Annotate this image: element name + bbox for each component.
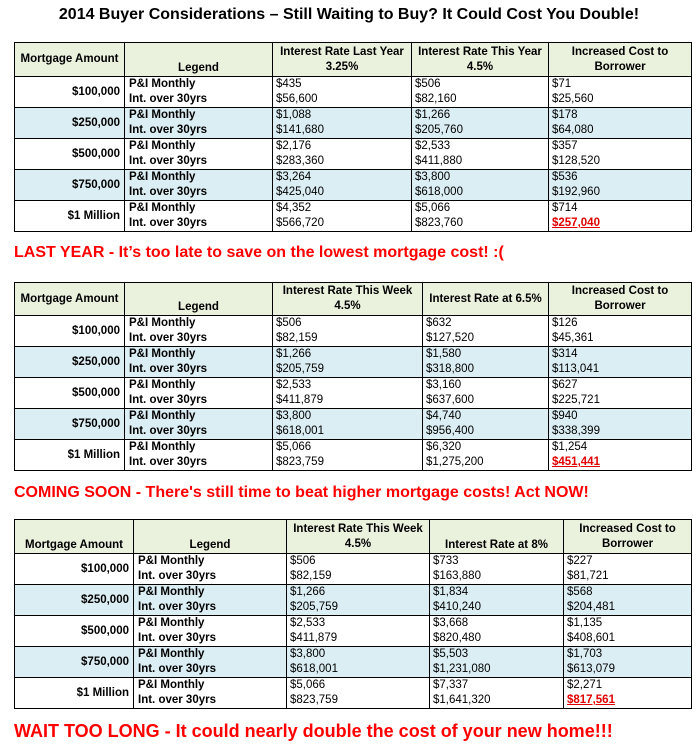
header-rate-b: Interest Rate at 8%: [430, 520, 564, 554]
legend-cell: P&I Monthly Int. over 30yrs: [125, 347, 273, 378]
amount-cell: $500,000: [15, 616, 134, 647]
rate-a-cell: $1,266 $205,759: [287, 585, 430, 616]
legend-cell: P&I Monthly Int. over 30yrs: [125, 440, 273, 471]
header-rate-a: Interest Rate Last Year 3.25%: [273, 43, 412, 77]
legend-cell: P&I Monthly Int. over 30yrs: [134, 585, 287, 616]
legend-cell: P&I Monthly Int. over 30yrs: [125, 108, 273, 139]
rate-a-cell: $3,800 $618,001: [273, 409, 423, 440]
amount-cell: $1 Million: [15, 678, 134, 709]
rate-b-cell: $3,160 $637,600: [423, 378, 549, 409]
rate-b-cell: $1,580 $318,800: [423, 347, 549, 378]
rate-b-cell: $2,533 $411,880: [412, 139, 549, 170]
rate-b-cell: $506 $82,160: [412, 77, 549, 108]
amount-cell: $750,000: [15, 170, 125, 201]
increase-cell: $627 $225,721: [549, 378, 692, 409]
increase-cell: $1,703 $613,079: [564, 647, 692, 678]
coming-soon-message: COMING SOON - There's still time to beat higher mortgage costs! Act NOW!: [14, 484, 589, 501]
legend-cell: P&I Monthly Int. over 30yrs: [134, 616, 287, 647]
table-row: [15, 678, 692, 709]
legend-cell: P&I Monthly Int. over 30yrs: [125, 77, 273, 108]
rate-a-cell: $2,533 $411,879: [273, 378, 423, 409]
legend-cell: P&I Monthly Int. over 30yrs: [125, 409, 273, 440]
amount-cell: $500,000: [15, 378, 125, 409]
page-title: 2014 Buyer Considerations – Still Waiting to Buy? It Could Cost You Double!: [58, 6, 640, 23]
rate-a-cell: $5,066 $823,759: [287, 678, 430, 709]
table-row: [15, 139, 692, 170]
table-row: [15, 440, 692, 471]
header-increased-cost: Increased Cost to Borrower: [549, 43, 692, 77]
rate-a-cell: $506 $82,159: [287, 554, 430, 585]
amount-cell: $1 Million: [15, 440, 125, 471]
amount-cell: $250,000: [15, 347, 125, 378]
rate-b-cell: $3,668 $820,480: [430, 616, 564, 647]
amount-cell: $750,000: [15, 647, 134, 678]
legend-cell: P&I Monthly Int. over 30yrs: [134, 647, 287, 678]
rate-b-cell: $1,834 $410,240: [430, 585, 564, 616]
increase-cell: $357 $128,520: [549, 139, 692, 170]
table-row: [15, 554, 692, 585]
rate-b-cell: $632 $127,520: [423, 316, 549, 347]
legend-cell: P&I Monthly Int. over 30yrs: [134, 554, 287, 585]
rate-a-cell: $2,533 $411,879: [287, 616, 430, 647]
header-increased-cost: Increased Cost to Borrower: [564, 520, 692, 554]
table-row: [15, 170, 692, 201]
table-row: [15, 108, 692, 139]
amount-cell: $750,000: [15, 409, 125, 440]
increase-cell: $314 $113,041: [549, 347, 692, 378]
legend-cell: P&I Monthly Int. over 30yrs: [134, 678, 287, 709]
table-row: [15, 585, 692, 616]
table-row: [15, 616, 692, 647]
header-rate-a: Interest Rate This Week 4.5%: [287, 520, 430, 554]
wait-too-long-message: WAIT TOO LONG - It could nearly double the cost of your new home!!!: [14, 721, 613, 741]
amount-cell: $250,000: [15, 108, 125, 139]
increase-cell: $714 $257,040: [549, 201, 692, 232]
increase-cell: $1,135 $408,601: [564, 616, 692, 647]
table-row: [15, 201, 692, 232]
table-row: [15, 409, 692, 440]
amount-cell: $100,000: [15, 554, 134, 585]
header-rate-b: Interest Rate at 6.5%: [423, 283, 549, 316]
rate-a-cell: $506 $82,159: [273, 316, 423, 347]
header-rate-a: Interest Rate This Week 4.5%: [273, 283, 423, 316]
header-legend: Legend: [125, 43, 273, 77]
increase-cell: $1,254 $451,441: [549, 440, 692, 471]
rate-b-cell: $6,320 $1,275,200: [423, 440, 549, 471]
header-mortgage-amount: Mortgage Amount: [15, 520, 134, 554]
legend-cell: P&I Monthly Int. over 30yrs: [125, 139, 273, 170]
increase-cell: $2,271 $817,561: [564, 678, 692, 709]
rate-a-cell: $3,264 $425,040: [273, 170, 412, 201]
amount-cell: $250,000: [15, 585, 134, 616]
rate-b-cell: $5,503 $1,231,080: [430, 647, 564, 678]
legend-cell: P&I Monthly Int. over 30yrs: [125, 378, 273, 409]
increase-cell: $178 $64,080: [549, 108, 692, 139]
table-row: [15, 647, 692, 678]
increase-cell: $126 $45,361: [549, 316, 692, 347]
rate-b-cell: $3,800 $618,000: [412, 170, 549, 201]
rate-a-cell: $5,066 $823,759: [273, 440, 423, 471]
rate-a-cell: $2,176 $283,360: [273, 139, 412, 170]
table-row: [15, 378, 692, 409]
header-legend: Legend: [134, 520, 287, 554]
total-increase-highlight: $817,561: [567, 694, 615, 706]
header-mortgage-amount: Mortgage Amount: [15, 283, 125, 316]
table-row: [15, 347, 692, 378]
header-legend: Legend: [125, 283, 273, 316]
table-row: [15, 77, 692, 108]
legend-cell: P&I Monthly Int. over 30yrs: [125, 316, 273, 347]
total-increase-highlight: $257,040: [552, 217, 600, 229]
amount-cell: $1 Million: [15, 201, 125, 232]
comparison-table-coming-soon: [14, 282, 692, 471]
legend-cell: P&I Monthly Int. over 30yrs: [125, 170, 273, 201]
rate-a-cell: $1,266 $205,759: [273, 347, 423, 378]
table-row: [15, 316, 692, 347]
rate-b-cell: $1,266 $205,760: [412, 108, 549, 139]
increase-cell: $71 $25,560: [549, 77, 692, 108]
header-rate-b: Interest Rate This Year 4.5%: [412, 43, 549, 77]
legend-cell: P&I Monthly Int. over 30yrs: [125, 201, 273, 232]
total-increase-highlight: $451,441: [552, 456, 600, 468]
rate-b-cell: $4,740 $956,400: [423, 409, 549, 440]
rate-a-cell: $3,800 $618,001: [287, 647, 430, 678]
header-increased-cost: Increased Cost to Borrower: [549, 283, 692, 316]
last-year-message: LAST YEAR - It’s too late to save on the lowest mortgage cost! :(: [14, 244, 504, 261]
rate-a-cell: $1,088 $141,680: [273, 108, 412, 139]
header-mortgage-amount: Mortgage Amount: [15, 43, 125, 77]
increase-cell: $227 $81,721: [564, 554, 692, 585]
rate-a-cell: $4,352 $566,720: [273, 201, 412, 232]
increase-cell: $940 $338,399: [549, 409, 692, 440]
amount-cell: $500,000: [15, 139, 125, 170]
comparison-table-wait-too-long: [14, 519, 692, 709]
increase-cell: $568 $204,481: [564, 585, 692, 616]
rate-a-cell: $435 $56,600: [273, 77, 412, 108]
rate-b-cell: $733 $163,880: [430, 554, 564, 585]
amount-cell: $100,000: [15, 77, 125, 108]
comparison-table-last-year: [14, 42, 692, 232]
increase-cell: $536 $192,960: [549, 170, 692, 201]
rate-b-cell: $5,066 $823,760: [412, 201, 549, 232]
amount-cell: $100,000: [15, 316, 125, 347]
rate-b-cell: $7,337 $1,641,320: [430, 678, 564, 709]
